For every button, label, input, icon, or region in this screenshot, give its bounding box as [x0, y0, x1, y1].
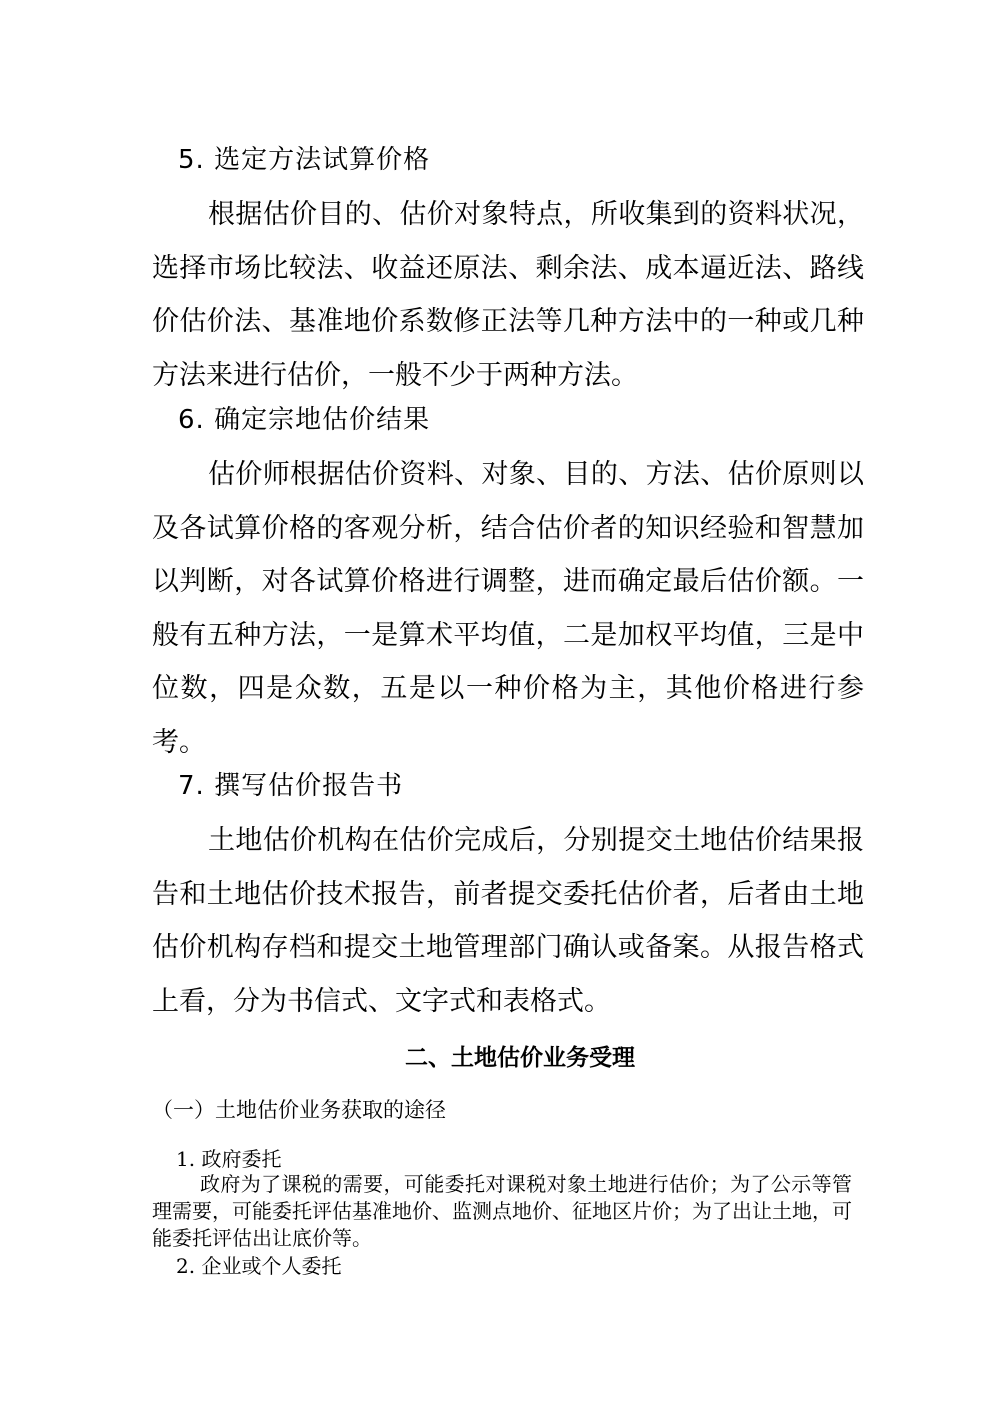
section-subheading: （一）土地估价业务获取的途径	[152, 1098, 446, 1122]
item-1-heading: 1. 政府委托	[176, 1147, 282, 1171]
item-1-paragraph: 政府为了课税的需要，可能委托对课税对象土地进行估价；为了公示等管理需要，可能委托评估基准地价、监测点地价、征地区片价；为了出让土地，可能委托评估出让底价等。	[152, 1172, 852, 1250]
step-7-body	[152, 814, 864, 1028]
section-title: 二、土地估价业务受理	[405, 1045, 635, 1071]
step-5-heading: 5. 选定方法试算价格	[178, 145, 431, 175]
item-2-heading: 2. 企业或个人委托	[176, 1254, 342, 1278]
step-7-paragraph: 土地估价机构在估价完成后，分别提交土地估价结果报告和土地估价技术报告，前者提交委托估价者，后者由土地估价机构存档和提交土地管理部门确认或备案。从报告格式上看，分为书信式、文字式和表格式。	[152, 825, 864, 1017]
step-7-heading: 7. 撰写估价报告书	[178, 771, 404, 801]
step-5-body	[152, 188, 864, 402]
item-1-body	[152, 1171, 852, 1252]
step-6-paragraph: 估价师根据估价资料、对象、目的、方法、估价原则以及各试算价格的客观分析，结合估价者的知识经验和智慧加以判断，对各试算价格进行调整，进而确定最后估价额。一般有五种方法，一是算术平均值，二是加权平均值，三是中位数，四是众数，五是以一种价格为主，其他价格进行参考。	[152, 459, 864, 758]
step-5-paragraph: 根据估价目的、估价对象特点，所收集到的资料状况，选择市场比较法、收益还原法、剩余法、成本逼近法、路线价估价法、基准地价系数修正法等几种方法中的一种或几种方法来进行估价，一般不少于两种方法。	[152, 199, 864, 391]
step-6-body	[152, 448, 864, 769]
step-6-heading: 6. 确定宗地估价结果	[178, 405, 431, 435]
